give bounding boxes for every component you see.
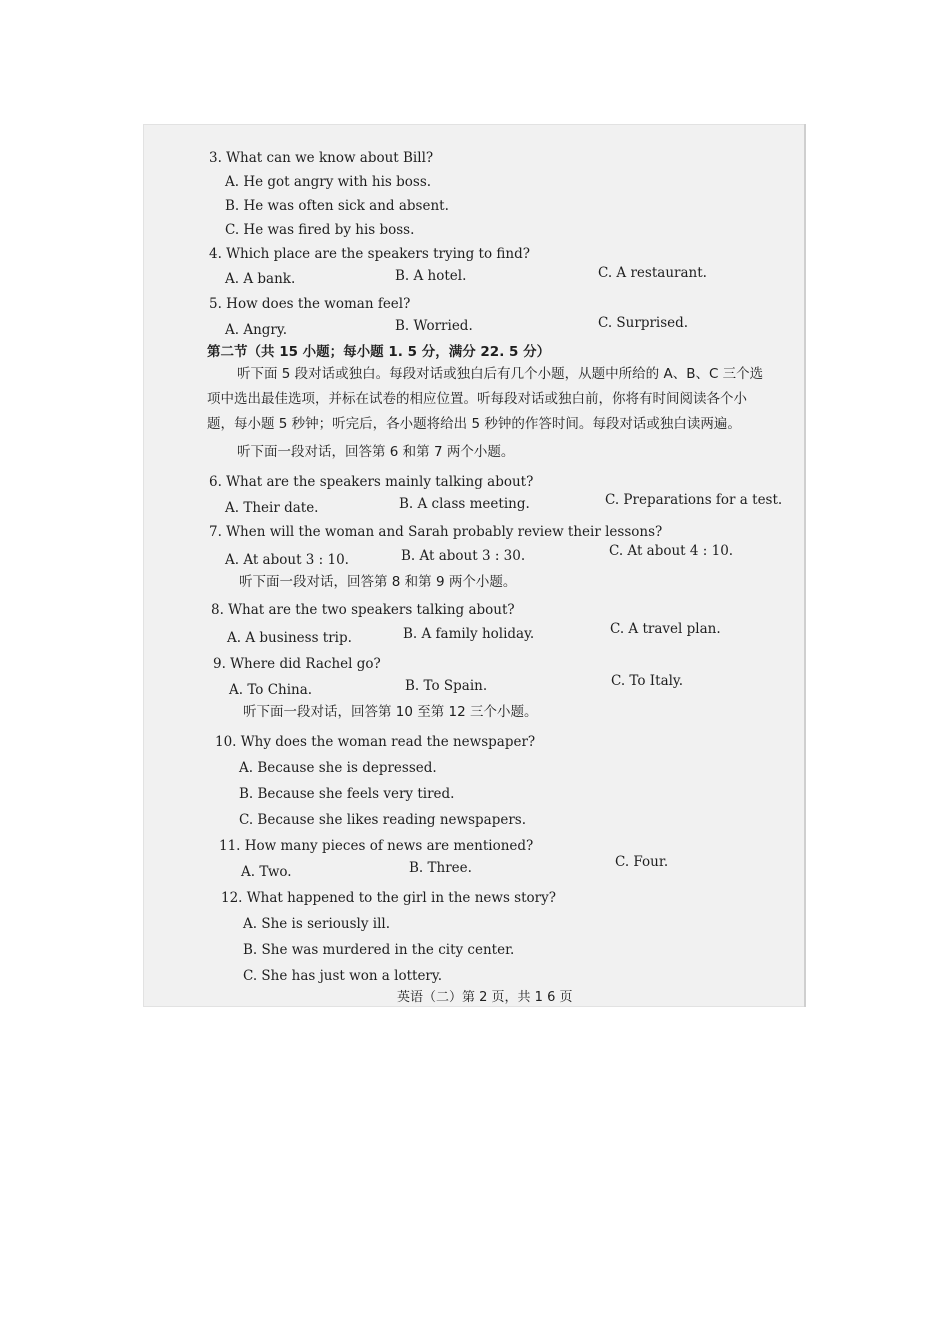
q11-option-b: B. Three. xyxy=(409,860,472,876)
question-12: 12. What happened to the girl in the news story? xyxy=(221,890,556,906)
q4-option-c: C. A restaurant. xyxy=(598,265,707,281)
q4-option-a: A. A bank. xyxy=(225,271,296,287)
q5-option-a: A. Angry. xyxy=(225,322,287,338)
q6-option-a: A. Their date. xyxy=(225,500,319,516)
section-2-heading: 第二节（共 15 小题；每小题 1. 5 分，满分 22. 5 分） xyxy=(207,344,551,360)
dialog-intro-8-9: 听下面一段对话，回答第 8 和第 9 两个小题。 xyxy=(239,574,517,590)
question-10: 10. Why does the woman read the newspaper? xyxy=(215,734,536,750)
q10-option-a: A. Because she is depressed. xyxy=(239,760,437,776)
question-6: 6. What are the speakers mainly talking about? xyxy=(209,474,534,490)
instructions-line-1: 听下面 5 段对话或独白。每段对话或独白后有几个小题，从题中所给的 A、B、C 三个选 xyxy=(237,366,764,382)
q7-option-c: C. At about 4 : 10. xyxy=(609,543,734,559)
q5-option-c: C. Surprised. xyxy=(598,315,689,331)
q12-option-b: B. She was murdered in the city center. xyxy=(243,942,515,958)
q8-option-a: A. A business trip. xyxy=(227,630,352,646)
q3-option-a: A. He got angry with his boss. xyxy=(225,174,432,190)
page-edge xyxy=(804,124,806,1007)
q10-option-b: B. Because she feels very tired. xyxy=(239,786,455,802)
scanned-page xyxy=(143,124,806,1007)
q9-option-b: B. To Spain. xyxy=(405,678,488,694)
q10-option-c: C. Because she likes reading newspapers. xyxy=(239,812,527,828)
question-4: 4. Which place are the speakers trying to find? xyxy=(209,246,530,262)
instructions-line-2: 项中选出最佳选项，并标在试卷的相应位置。听每段对话或独白前，你将有时间阅读各个小 xyxy=(207,391,747,407)
q9-option-a: A. To China. xyxy=(229,682,313,698)
question-5: 5. How does the woman feel? xyxy=(209,296,411,312)
q7-option-b: B. At about 3 : 30. xyxy=(401,548,526,564)
q6-option-b: B. A class meeting. xyxy=(399,496,530,512)
question-11: 11. How many pieces of news are mentioned? xyxy=(219,838,534,854)
q6-option-c: C. Preparations for a test. xyxy=(605,492,783,508)
q5-option-b: B. Worried. xyxy=(395,318,473,334)
q4-option-b: B. A hotel. xyxy=(395,268,467,284)
q11-option-a: A. Two. xyxy=(241,864,292,880)
q3-option-b: B. He was often sick and absent. xyxy=(225,198,449,214)
q8-option-c: C. A travel plan. xyxy=(610,621,721,637)
dialog-intro-6-7: 听下面一段对话，回答第 6 和第 7 两个小题。 xyxy=(237,444,515,460)
instructions-line-3: 题，每小题 5 秒钟；听完后，各小题将给出 5 秒钟的作答时间。每段对话或独白读两遍。 xyxy=(207,416,741,432)
question-9: 9. Where did Rachel go? xyxy=(213,656,381,672)
q12-option-a: A. She is seriously ill. xyxy=(243,916,391,932)
q12-option-c: C. She has just won a lottery. xyxy=(243,968,443,984)
q3-option-c: C. He was fired by his boss. xyxy=(225,222,415,238)
page-footer: 英语（二）第 2 页，共 1 6 页 xyxy=(397,990,573,1005)
question-7: 7. When will the woman and Sarah probably review their lessons? xyxy=(209,524,663,540)
q9-option-c: C. To Italy. xyxy=(611,673,684,689)
q11-option-c: C. Four. xyxy=(615,854,669,870)
dialog-intro-10-12: 听下面一段对话，回答第 10 至第 12 三个小题。 xyxy=(243,704,538,720)
question-3: 3. What can we know about Bill? xyxy=(209,150,434,166)
question-8: 8. What are the two speakers talking about? xyxy=(211,602,515,618)
q8-option-b: B. A family holiday. xyxy=(403,626,535,642)
q7-option-a: A. At about 3 : 10. xyxy=(225,552,349,568)
